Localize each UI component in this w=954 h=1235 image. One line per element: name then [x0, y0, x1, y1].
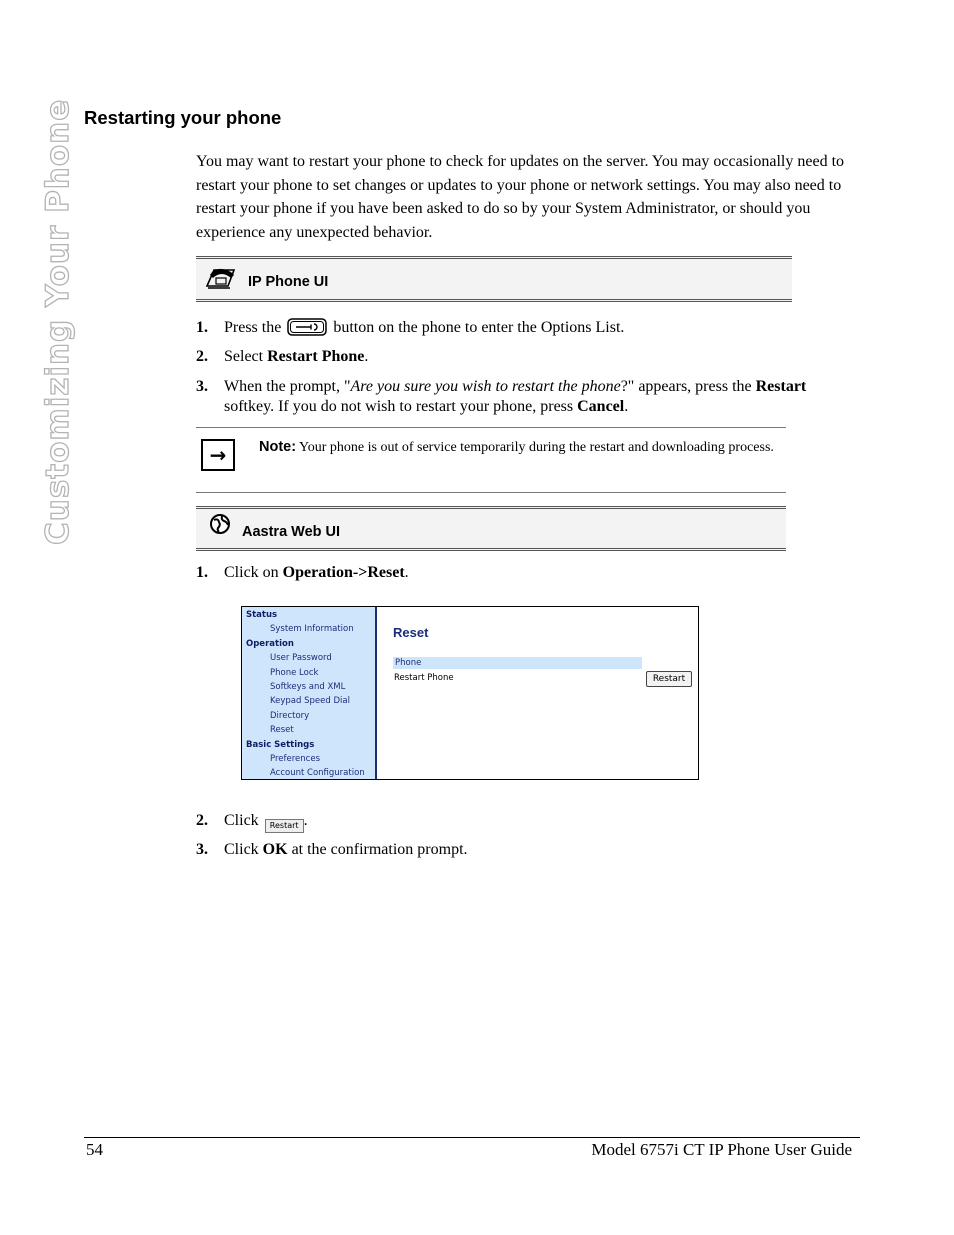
note-text: Your phone is out of service temporarily during the restart and downloading process. — [296, 440, 774, 455]
web-ui-nav-item[interactable]: Softkeys and XML — [270, 682, 346, 692]
step-number: 2. — [196, 348, 208, 365]
options-key-icon — [287, 318, 327, 342]
web-ui-nav-item[interactable]: Operation — [246, 638, 294, 649]
ip-step-3 — [196, 377, 856, 417]
web-ui-nav-item[interactable]: User Password — [270, 653, 332, 664]
step-bold: Restart Phone — [267, 348, 365, 365]
web-ui-nav-item[interactable]: Reset — [270, 725, 294, 736]
step-bold: Restart — [755, 378, 807, 395]
aastra-web-ui-label: Aastra Web UI — [242, 524, 341, 540]
step-text: . — [404, 564, 409, 581]
web-ui-nav-item[interactable]: Phone Lock — [270, 667, 319, 678]
step-bold: OK — [262, 841, 288, 858]
globe-icon — [209, 513, 231, 540]
step-bold: Operation->Reset — [282, 564, 405, 581]
step-text: Click on — [224, 564, 283, 581]
web-step-1 — [196, 563, 856, 583]
step-text: ?" appears, press the — [620, 378, 756, 395]
note-box — [196, 427, 786, 493]
phone-icon — [204, 266, 238, 295]
web-ui-nav-item[interactable]: System Information — [270, 624, 354, 635]
web-ui-nav-item[interactable]: Directory — [270, 710, 310, 721]
step-number: 2. — [196, 812, 208, 829]
footer-rule — [84, 1137, 860, 1138]
section-title: Restarting your phone — [84, 107, 282, 128]
web-ui-nav-item[interactable]: Basic Settings — [246, 739, 315, 750]
step-text: Select — [224, 348, 268, 365]
step-number: 1. — [196, 319, 208, 336]
step-number: 3. — [196, 378, 208, 395]
page-number: 54 — [86, 1140, 103, 1159]
footer-guide-title: Model 6757i CT IP Phone User Guide — [591, 1140, 852, 1159]
web-step-2 — [196, 811, 856, 833]
web-ui-nav-item[interactable]: Keypad Speed Dial — [270, 696, 350, 707]
step-text: at the confirmation prompt. — [287, 841, 468, 858]
web-ui-title: Reset — [393, 625, 429, 640]
restart-button-image: Restart — [265, 819, 304, 833]
web-ui-restart-label: Restart Phone — [394, 673, 454, 683]
step-number: 1. — [196, 564, 208, 581]
web-ui-nav-item[interactable]: Preferences — [270, 754, 320, 764]
step-text: . — [624, 398, 629, 415]
ip-phone-ui-label: IP Phone UI — [248, 274, 329, 290]
step-text: Click — [224, 841, 263, 858]
step-italic: Are you sure you wish to restart the phone — [350, 378, 621, 395]
web-ui-screenshot — [241, 606, 699, 780]
web-ui-restart-button[interactable]: Restart — [646, 671, 692, 687]
step-text: Press the — [224, 319, 282, 336]
side-title: Customizing Your Phone — [40, 98, 76, 545]
step-bold: Cancel — [577, 398, 625, 415]
web-ui-nav-item[interactable]: Account Configuration — [270, 768, 365, 779]
aastra-web-ui-bar — [196, 506, 786, 551]
web-ui-nav-item[interactable]: Status — [246, 610, 278, 620]
step-number: 3. — [196, 841, 208, 858]
step-text: softkey. If you do not wish to restart your phone, press — [224, 398, 578, 415]
ip-step-2 — [196, 347, 856, 367]
note-label: Note: — [259, 439, 297, 455]
ip-step-1 — [196, 318, 856, 342]
step-text: When the prompt, " — [224, 378, 351, 395]
web-ui-nav — [242, 607, 377, 779]
step-text: . — [364, 348, 369, 365]
web-ui-section-phone: Phone — [393, 657, 642, 669]
step-text: . — [303, 812, 308, 829]
web-step-3 — [196, 840, 856, 860]
step-text: button on the phone to enter the Options List. — [333, 319, 625, 336]
step-text: Click — [224, 812, 259, 829]
intro-paragraph: You may want to restart your phone to check for updates on the server. You may occasionally need to restart your phone to set changes or updates to your phone or network settings. You may also need to restart your phone if you have been asked to do so by your System Administrator, or should you experience any unexpected behavior. — [196, 153, 845, 241]
ip-phone-ui-bar — [196, 256, 792, 302]
arrow-right-icon: → — [201, 439, 235, 471]
